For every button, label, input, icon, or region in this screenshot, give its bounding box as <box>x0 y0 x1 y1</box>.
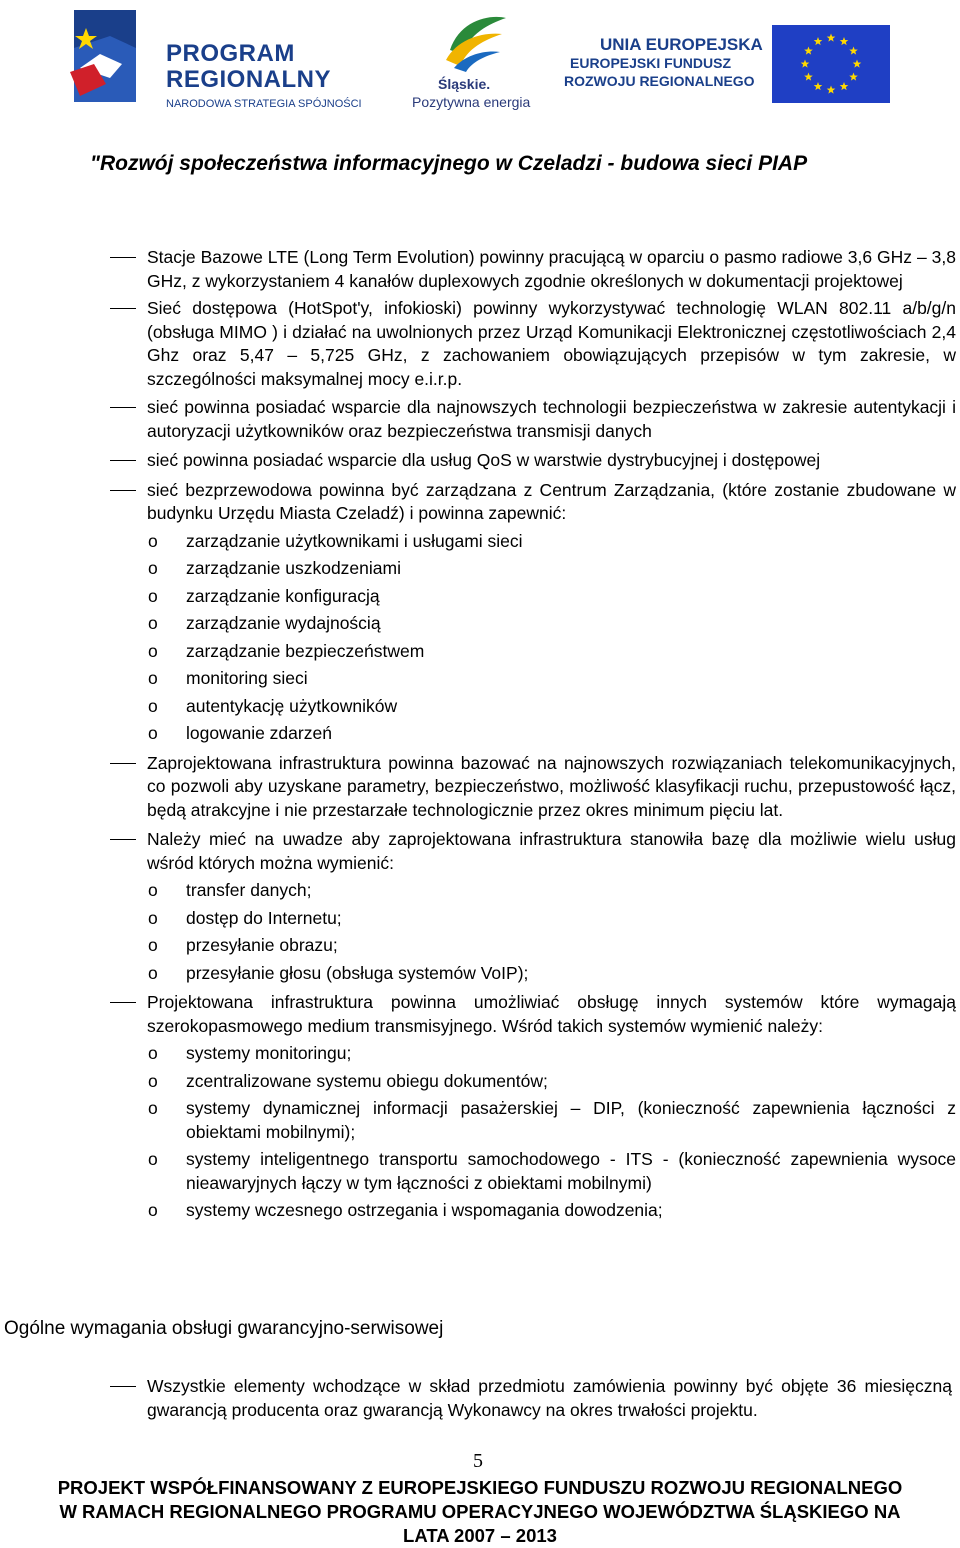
sub-item <box>0 1070 960 1094</box>
sub-item <box>0 962 960 986</box>
bullet-marker: o <box>148 613 158 633</box>
warranty-section-heading: Ogólne wymagania obsługi gwarancyjno-serwisowej <box>4 1318 444 1339</box>
eu-line1: UNIA EUROPEJSKA <box>600 35 763 54</box>
eu-line3: ROZWOJU REGIONALNEGO <box>564 73 755 89</box>
list-item <box>0 449 960 473</box>
sub-item <box>0 640 960 664</box>
program-regionalny-logo <box>70 8 390 108</box>
slaskie-swoosh-icon <box>440 10 512 74</box>
program-regionalny-emblem-icon <box>70 8 138 108</box>
bullet-marker: o <box>148 962 158 983</box>
list-item <box>0 828 960 875</box>
sub-item <box>0 585 960 609</box>
sub-item-text: systemy monitoringu; <box>186 1043 352 1063</box>
sub-item <box>0 1042 960 1066</box>
document-title: "Rozwój społeczeństwa informacyjnego w Czeladzi - budowa sieci PIAP <box>90 152 808 175</box>
bullet-marker: o <box>148 1200 158 1220</box>
bullet-marker: o <box>148 695 158 716</box>
dash-marker <box>110 407 136 408</box>
list-item-text: sieć powinna posiadać wsparcie dla najnowszych technologii bezpieczeństwa w zakresie autentykacji i autoryzacji użytkowników oraz bezpieczeństwa transmisji danych <box>147 397 956 441</box>
slaskie-tagline: Pozytywna energia <box>412 94 531 110</box>
bullet-marker: o <box>148 668 158 688</box>
sub-item <box>0 667 960 691</box>
list-item-text: sieć powinna posiadać wsparcie dla usług QoS w warstwie dystrybucyjnej i dostępowej <box>147 450 821 470</box>
list-item-text: Projektowana infrastruktura powinna umożliwiać obsługę innych systemów które wymagają szerokopasmowego medium transmisyjnego. Wśród takich systemów wymienić należy: <box>147 992 956 1036</box>
dash-marker <box>110 257 136 258</box>
list-item-text: Należy mieć na uwadze aby zaprojektowana infrastruktura stanowiła bazę dla możliwie wielu usług wśród których można wymienić: <box>147 829 956 873</box>
sub-item-text: monitoring sieci <box>186 668 308 688</box>
warranty-item-text: Wszystkie elementy wchodzące w skład przedmiotu zamówienia powinny być objęte 36 miesięczną gwarancją producenta oraz gwarancją Wykonawcy na okres trwałości projektu. <box>147 1376 952 1420</box>
bullet-marker: o <box>148 880 158 900</box>
sub-item-text: zarządzanie wydajnością <box>186 613 381 633</box>
program-regionalny-line3: NARODOWA STRATEGIA SPÓJNOŚCI <box>166 98 362 110</box>
bullet-marker: o <box>148 1043 158 1063</box>
list-item <box>0 246 960 293</box>
sub-item-text: przesyłanie obrazu; <box>186 935 338 955</box>
requirements-list <box>0 246 960 1223</box>
bullet-marker: o <box>148 1070 158 1091</box>
dash-marker <box>110 1002 136 1003</box>
program-regionalny-line1: PROGRAM <box>166 40 295 67</box>
page-header <box>0 0 960 120</box>
sub-item <box>0 530 960 554</box>
sub-item-text: przesyłanie głosu (obsługa systemów VoIP); <box>186 962 529 983</box>
list-item <box>0 396 960 443</box>
program-regionalny-line2: REGIONALNY <box>166 66 332 93</box>
dash-marker <box>110 490 136 491</box>
sub-item <box>0 612 960 636</box>
page-footer <box>0 1476 960 1548</box>
dash-marker <box>110 460 136 461</box>
page-number: 5 <box>473 1450 483 1472</box>
sub-item-text: zarządzanie konfiguracją <box>186 585 380 606</box>
slaskie-logo <box>410 10 540 110</box>
list-item <box>0 297 960 391</box>
sub-item-text: autentykację użytkowników <box>186 695 398 716</box>
sub-item <box>0 879 960 903</box>
list-item-text: Zaprojektowana infrastruktura powinna bazować na najnowszych rozwiązaniach telekomunikacyjnych, co pozwoli aby uzyskane parametry, bezpieczeństwo, możliwość klasyfikacji ruchu, przepustowość łącz, będą atrakcyjne i nie przestarzałe technologicznie przez okres minimum pięciu lat. <box>147 752 956 820</box>
sub-item-text: dostęp do Internetu; <box>186 907 342 928</box>
list-item <box>0 479 960 526</box>
bullet-marker: o <box>148 1098 158 1118</box>
sub-item-text: logowanie zdarzeń <box>186 723 332 743</box>
list-item <box>0 752 960 823</box>
list-item-text: Stacje Bazowe LTE (Long Term Evolution) powinny pracującą w oparciu o pasmo radiowe 3,6 GHz – 3,8 GHz, z wykorzystaniem 4 kanałów duplexowych zgodnie określonych w dokumentacji projektowej <box>147 247 956 291</box>
warranty-item <box>0 1375 956 1422</box>
sub-item <box>0 695 960 719</box>
dash-marker <box>110 763 136 764</box>
bullet-marker: o <box>148 723 158 743</box>
bullet-marker: o <box>148 907 158 928</box>
footer-line2: W RAMACH REGIONALNEGO PROGRAMU OPERACYJNEGO WOJEWÓDZTWA ŚLĄSKIEGO NA <box>59 1501 901 1522</box>
bullet-marker: o <box>148 1149 158 1169</box>
bullet-marker: o <box>148 530 158 551</box>
sub-item <box>0 1097 960 1144</box>
sub-item <box>0 1148 960 1195</box>
list-item <box>0 991 960 1038</box>
list-item-text: Sieć dostępowa (HotSpot'y, infokioski) powinny wykorzystywać technologię WLAN 802.11 a/b/g/n (obsługa MIMO ) i działać na uwolnionych przez Urząd Komunikacji Elektronicznej częstotliwościach 2,4 Ghz oraz 5,47 – 5,725 GHz, z zachowaniem obowiązujących przepisów w tym zakresie, w szczególności maksymalnej mocy e.i.r.p. <box>147 298 956 389</box>
bullet-marker: o <box>148 585 158 606</box>
sub-item-text: zarządzanie bezpieczeństwem <box>186 640 425 661</box>
sub-item <box>0 557 960 581</box>
bullet-marker: o <box>148 558 158 578</box>
bullet-marker: o <box>148 640 158 661</box>
footer-line1: PROJEKT WSPÓŁFINANSOWANY Z EUROPEJSKIEGO FUNDUSZU ROZWOJU REGIONALNEGO <box>57 1477 903 1498</box>
sub-item-text: systemy wczesnego ostrzegania i wspomagania dowodzenia; <box>186 1200 663 1220</box>
sub-item-text: zcentralizowane systemu obiegu dokumentów; <box>186 1070 548 1091</box>
dash-marker <box>110 308 136 309</box>
sub-item <box>0 722 960 746</box>
dash-marker <box>110 839 136 840</box>
sub-item-text: systemy inteligentnego transportu samochodowego - ITS - (konieczność zapewnienia wysoce nieawaryjnych łączy w tym łączności z obiektami mobilnymi) <box>186 1149 956 1193</box>
footer-line3: LATA 2007 – 2013 <box>403 1525 557 1546</box>
dash-marker <box>110 1386 136 1387</box>
sub-item-text: zarządzanie użytkownikami i usługami sieci <box>186 530 523 551</box>
eu-line2: EUROPEJSKI FUNDUSZ <box>570 55 732 71</box>
sub-item-text: zarządzanie uszkodzeniami <box>186 558 401 578</box>
sub-item-text: systemy dynamicznej informacji pasażerskiej – DIP, (konieczność zapewnienia łączności z obiektami mobilnymi); <box>186 1098 956 1142</box>
list-item-text: sieć bezprzewodowa powinna być zarządzana z Centrum Zarządzania, (które zostanie zbudowane w budynku Urzędu Miasta Czeladź) i powinna zapewnić: <box>147 479 956 523</box>
sub-item <box>0 907 960 931</box>
sub-item <box>0 934 960 958</box>
eu-logo <box>560 25 900 105</box>
eu-flag-icon <box>772 25 890 103</box>
slaskie-name: Śląskie. <box>438 76 491 92</box>
sub-item <box>0 1199 960 1223</box>
sub-item-text: transfer danych; <box>186 880 312 900</box>
bullet-marker: o <box>148 935 158 955</box>
